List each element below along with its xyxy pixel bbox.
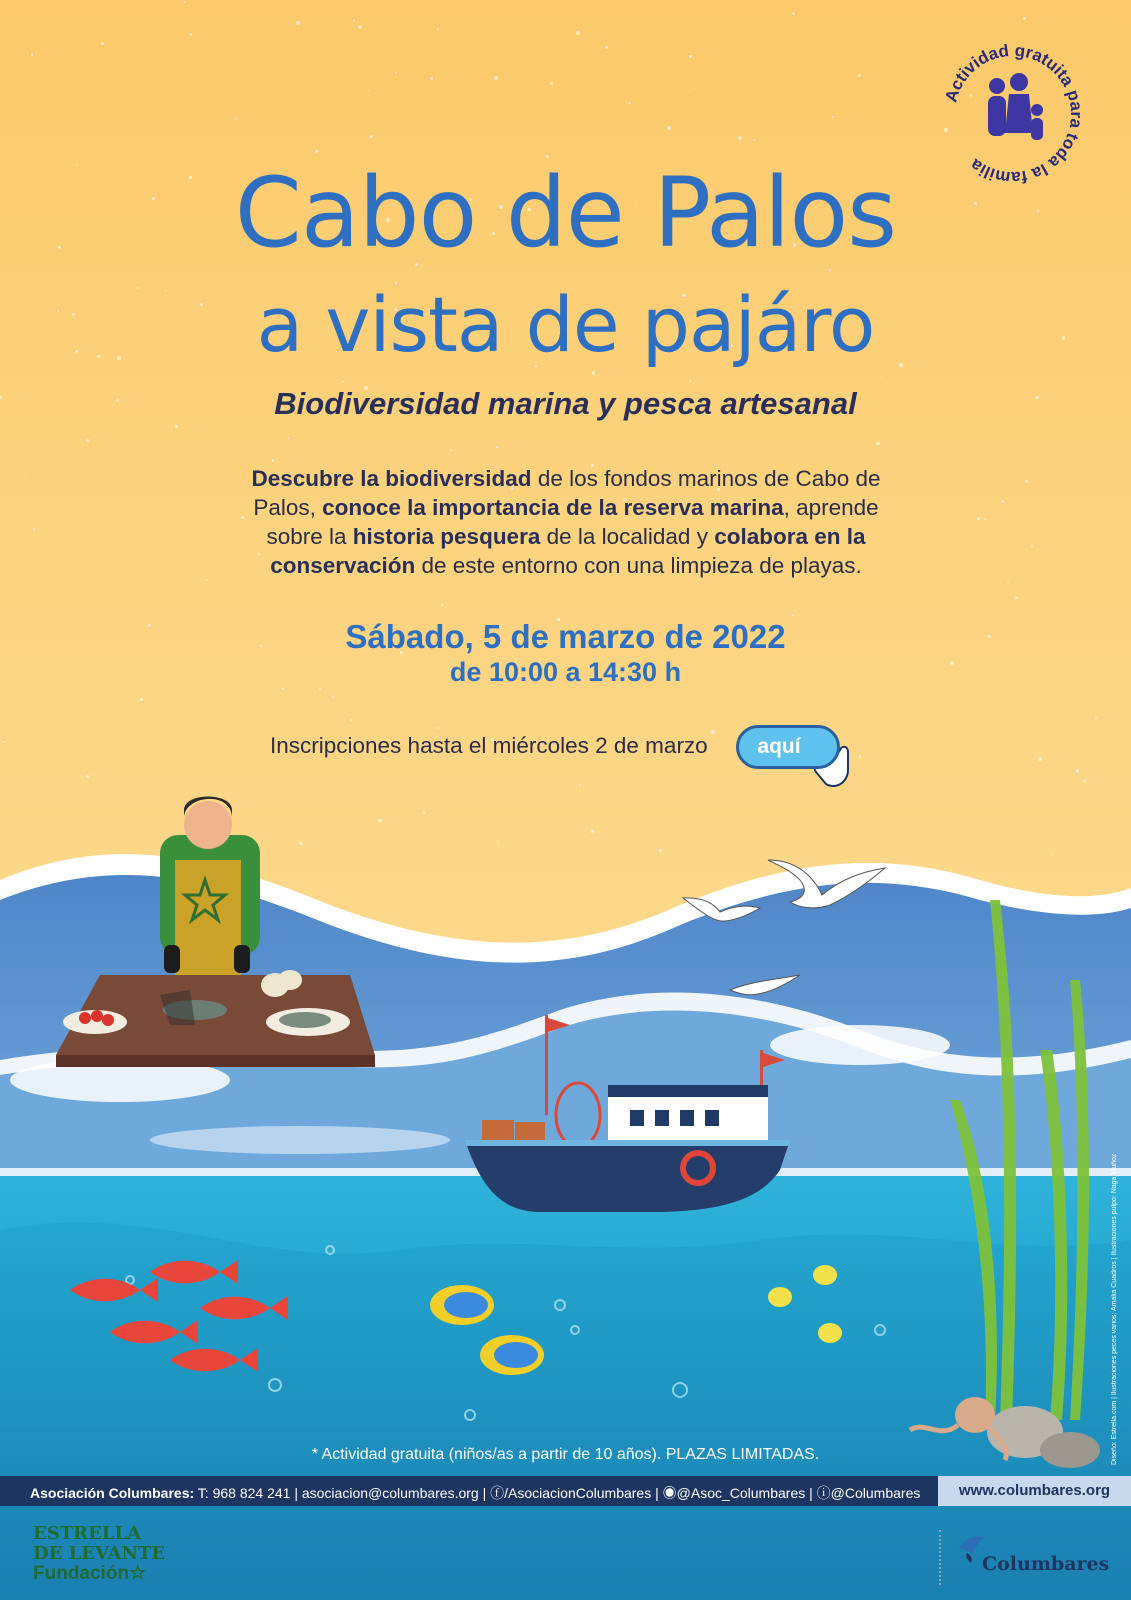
footer-website-link[interactable]: www.columbares.org — [938, 1476, 1131, 1506]
sponsor-divider — [939, 1530, 941, 1585]
facebook-icon: ⓕ — [490, 1485, 505, 1501]
desc-bold-1: Descubre la biodiversidad — [251, 466, 532, 491]
register-here-button[interactable] — [736, 725, 840, 769]
desc-text-4: , aprende sobre la — [266, 495, 879, 549]
credits-vertical: Diseño: Estrella.com | Ilustraciones peces varios: Amalia Cuadros | Ilustraciones pulpo: Naga Muñoz — [1111, 1153, 1118, 1465]
linkedin-icon: ⓘ — [816, 1485, 831, 1501]
footer-twitter[interactable]: @Asoc_Columbares — [676, 1485, 806, 1501]
desc-text-8: de este entorno con una limpieza de playas. — [415, 553, 862, 578]
desc-text-6: de la localidad y — [540, 524, 715, 549]
desc-text-2: de los fondos marinos de Cabo de Palos, — [253, 466, 881, 520]
title-line-2: a vista de pajáro — [256, 280, 875, 369]
footer-email[interactable]: asociacion@columbares.org — [301, 1485, 479, 1501]
estrella-line-2: DE LEVANTE — [33, 1543, 166, 1564]
event-time: de 10:00 a 14:30 h — [449, 657, 682, 687]
event-date: Sábado, 5 de marzo de 2022 — [345, 618, 786, 655]
badge-text: Actividad gratuita para toda la familia — [941, 40, 1087, 188]
register-button-label: aquí — [757, 735, 801, 758]
family-icon — [988, 73, 1043, 140]
footer-facebook[interactable]: /AsociacionColumbares — [504, 1485, 652, 1501]
star-icon: ☆ — [129, 1563, 147, 1584]
description — [240, 464, 892, 580]
footer-linkedin[interactable]: @Columbares — [830, 1485, 921, 1501]
footer-phone[interactable]: T: 968 824 241 — [197, 1485, 291, 1501]
twitter-icon: ◉ — [662, 1485, 677, 1501]
columbares-logo-text: Columbares — [982, 1553, 1110, 1575]
estrella-de-levante-logo — [33, 1524, 165, 1584]
title-line-1: Cabo de Palos — [234, 157, 897, 269]
subtitle: Biodiversidad marina y pesca artesanal — [274, 386, 857, 421]
free-activity-note: * Actividad gratuita (niños/as a partir de 10 años). PLAZAS LIMITADAS. — [311, 1446, 820, 1463]
footer-org-label: Asociación Columbares: — [30, 1485, 195, 1501]
estrella-line-1: ESTRELLA — [33, 1523, 142, 1544]
footer-contact: Asociación Columbares: T: 968 824 241 | asociacion@columbares.org | ⓕ/AsociacionColumbares | ◉@Asoc_Columbares | ⓘ@Columbares — [30, 1485, 921, 1501]
estrella-line-3: Fundación — [33, 1563, 130, 1584]
desc-bold-5: historia pesquera — [352, 524, 541, 549]
registration-text: Inscripciones hasta el miércoles 2 de marzo — [270, 733, 708, 758]
desc-bold-7: colabora en la conservación — [270, 524, 866, 578]
desc-bold-3: conoce la importancia de la reserva marina — [322, 495, 784, 520]
